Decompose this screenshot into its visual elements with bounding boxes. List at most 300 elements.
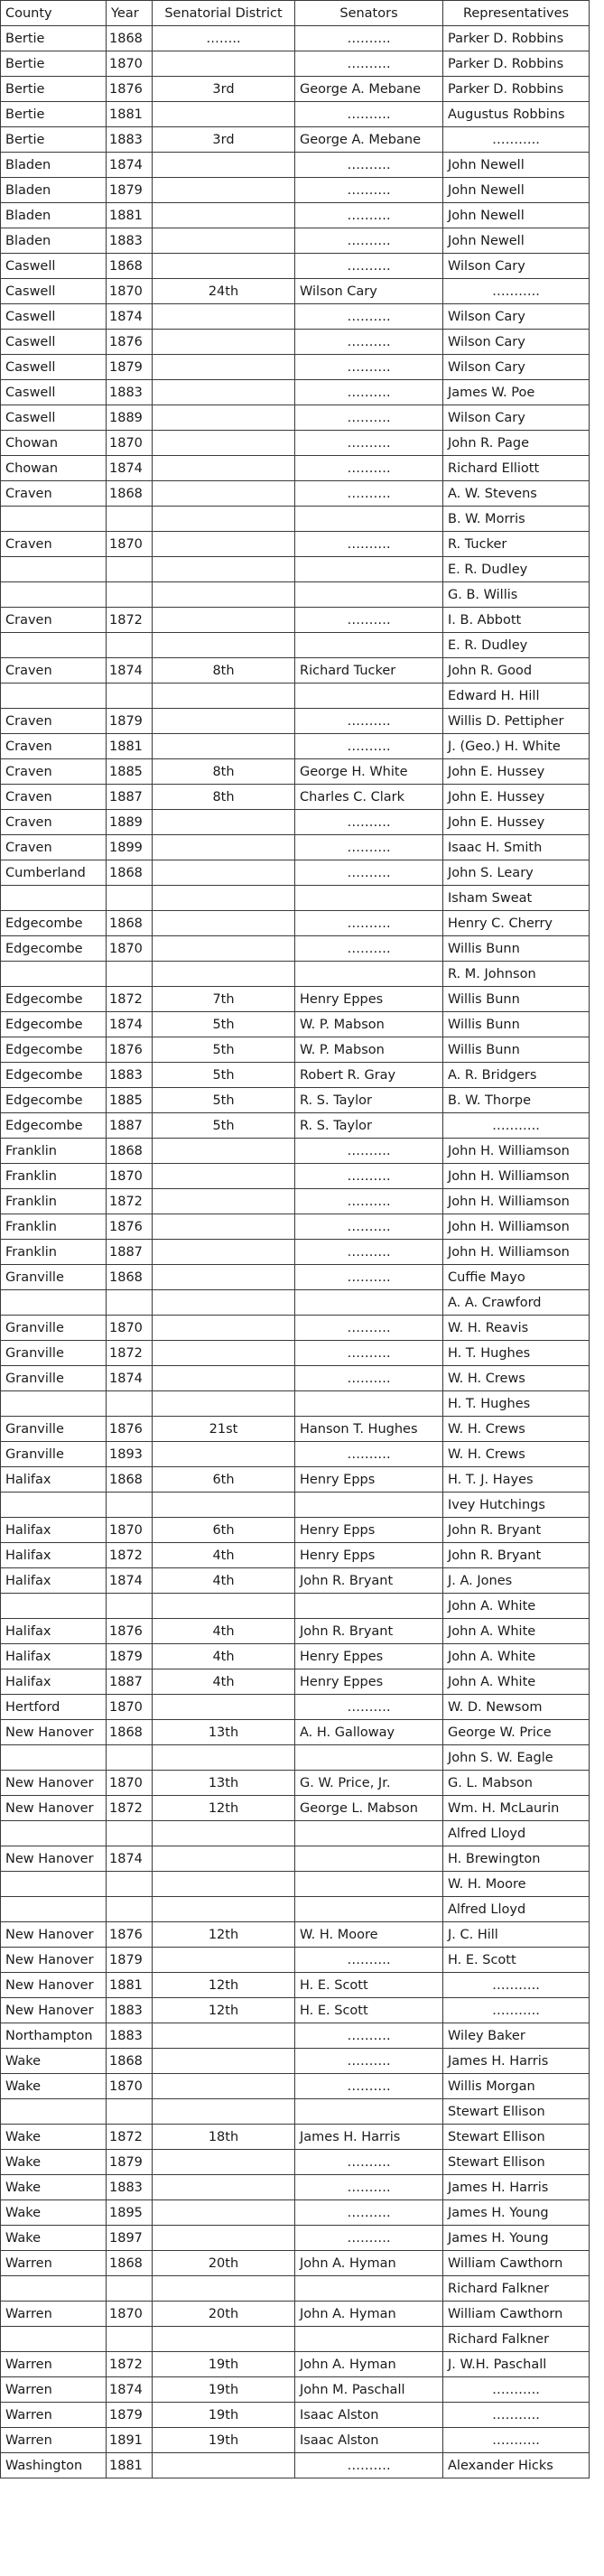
district-cell: 19th bbox=[153, 2403, 295, 2428]
representative-cell: E. R. Dudley bbox=[443, 557, 590, 582]
district-cell bbox=[153, 1164, 295, 1189]
representative-cell: James H. Harris bbox=[443, 2175, 590, 2200]
year-cell bbox=[107, 507, 153, 532]
year-cell: 1885 bbox=[107, 759, 153, 785]
representative-cell: H. E. Scott bbox=[443, 1948, 590, 1973]
senator-cell: ………. bbox=[295, 481, 443, 507]
representative-cell: ……….. bbox=[443, 1113, 590, 1139]
representative-cell: Wilson Cary bbox=[443, 355, 590, 380]
county-cell: Edgecombe bbox=[1, 987, 107, 1012]
representative-cell: Parker D. Robbins bbox=[443, 26, 590, 51]
county-cell: Warren bbox=[1, 2352, 107, 2377]
district-cell bbox=[153, 810, 295, 835]
year-cell: 1879 bbox=[107, 1948, 153, 1973]
table-row bbox=[1, 658, 590, 684]
table-row bbox=[1, 1366, 590, 1391]
district-cell: 19th bbox=[153, 2377, 295, 2403]
year-cell: 1885 bbox=[107, 1088, 153, 1113]
county-cell: Halifax bbox=[1, 1669, 107, 1695]
table-row bbox=[1, 1391, 590, 1417]
county-cell: Halifax bbox=[1, 1619, 107, 1644]
year-cell: 1874 bbox=[107, 1012, 153, 1037]
year-cell: 1874 bbox=[107, 2377, 153, 2403]
senator-cell: ………. bbox=[295, 228, 443, 254]
county-cell: Wake bbox=[1, 2150, 107, 2175]
table-row bbox=[1, 1265, 590, 1290]
district-cell bbox=[153, 1821, 295, 1846]
table-row bbox=[1, 254, 590, 279]
county-cell: Halifax bbox=[1, 1644, 107, 1669]
district-cell bbox=[153, 557, 295, 582]
county-cell: Caswell bbox=[1, 405, 107, 431]
senator-cell bbox=[295, 1745, 443, 1771]
senator-cell: Isaac Alston bbox=[295, 2428, 443, 2453]
year-cell: 1868 bbox=[107, 2049, 153, 2074]
district-cell bbox=[153, 582, 295, 608]
table-row bbox=[1, 2175, 590, 2200]
representative-cell: ……….. bbox=[443, 2377, 590, 2403]
senator-cell: John M. Paschall bbox=[295, 2377, 443, 2403]
year-cell: 1881 bbox=[107, 734, 153, 759]
representative-cell: John S. Leary bbox=[443, 860, 590, 886]
representative-cell: John H. Williamson bbox=[443, 1240, 590, 1265]
county-cell: Franklin bbox=[1, 1164, 107, 1189]
table-row bbox=[1, 633, 590, 658]
county-cell: Craven bbox=[1, 734, 107, 759]
representative-cell: ……….. bbox=[443, 2403, 590, 2428]
table-row bbox=[1, 2377, 590, 2403]
county-cell: Craven bbox=[1, 709, 107, 734]
table-row bbox=[1, 1063, 590, 1088]
senator-cell: ………. bbox=[295, 456, 443, 481]
representative-cell: R. M. Johnson bbox=[443, 962, 590, 987]
table-row bbox=[1, 1695, 590, 1720]
table-row bbox=[1, 2023, 590, 2049]
district-cell bbox=[153, 1341, 295, 1366]
senator-cell: Isaac Alston bbox=[295, 2403, 443, 2428]
district-cell bbox=[153, 2327, 295, 2352]
district-cell: 8th bbox=[153, 785, 295, 810]
senator-cell: ………. bbox=[295, 1695, 443, 1720]
year-cell: 1879 bbox=[107, 709, 153, 734]
district-cell bbox=[153, 507, 295, 532]
district-cell bbox=[153, 102, 295, 127]
senator-cell: ………. bbox=[295, 835, 443, 860]
district-cell: 19th bbox=[153, 2428, 295, 2453]
county-cell bbox=[1, 1745, 107, 1771]
county-cell: Edgecombe bbox=[1, 936, 107, 962]
county-cell: Warren bbox=[1, 2428, 107, 2453]
year-cell: 1887 bbox=[107, 1669, 153, 1695]
year-cell: 1883 bbox=[107, 2023, 153, 2049]
year-cell bbox=[107, 1745, 153, 1771]
representative-cell: Stewart Ellison bbox=[443, 2099, 590, 2125]
table-row bbox=[1, 1493, 590, 1518]
table-row bbox=[1, 304, 590, 330]
county-cell bbox=[1, 1290, 107, 1316]
county-cell: Granville bbox=[1, 1316, 107, 1341]
table-row bbox=[1, 127, 590, 153]
year-cell: 1881 bbox=[107, 102, 153, 127]
county-cell: Halifax bbox=[1, 1543, 107, 1568]
table-row bbox=[1, 1998, 590, 2023]
county-cell bbox=[1, 886, 107, 911]
senator-cell: ………. bbox=[295, 1240, 443, 1265]
year-cell: 1899 bbox=[107, 835, 153, 860]
representative-cell: A. W. Stevens bbox=[443, 481, 590, 507]
representative-cell: Richard Falkner bbox=[443, 2327, 590, 2352]
table-row bbox=[1, 1771, 590, 1796]
year-cell: 1876 bbox=[107, 77, 153, 102]
representative-cell: John A. White bbox=[443, 1669, 590, 1695]
year-cell bbox=[107, 1391, 153, 1417]
year-cell: 1868 bbox=[107, 2251, 153, 2276]
representative-cell: John S. W. Eagle bbox=[443, 1745, 590, 1771]
year-cell bbox=[107, 1872, 153, 1897]
representative-cell: E. R. Dudley bbox=[443, 633, 590, 658]
table-row bbox=[1, 1594, 590, 1619]
year-cell bbox=[107, 684, 153, 709]
county-cell: Washington bbox=[1, 2453, 107, 2478]
district-cell: 18th bbox=[153, 2125, 295, 2150]
senator-cell: ………. bbox=[295, 153, 443, 178]
county-cell bbox=[1, 2099, 107, 2125]
senator-cell: A. H. Galloway bbox=[295, 1720, 443, 1745]
senator-cell: R. S. Taylor bbox=[295, 1088, 443, 1113]
senator-cell: G. W. Price, Jr. bbox=[295, 1771, 443, 1796]
district-cell bbox=[153, 835, 295, 860]
district-cell bbox=[153, 684, 295, 709]
year-cell: 1868 bbox=[107, 1265, 153, 1290]
county-cell: Halifax bbox=[1, 1568, 107, 1594]
county-cell: Warren bbox=[1, 2302, 107, 2327]
district-cell bbox=[153, 911, 295, 936]
table-row bbox=[1, 886, 590, 911]
senator-cell bbox=[295, 1594, 443, 1619]
year-cell: 1874 bbox=[107, 1846, 153, 1872]
senator-cell: Henry Epps bbox=[295, 1518, 443, 1543]
district-cell bbox=[153, 886, 295, 911]
table-row bbox=[1, 608, 590, 633]
senator-cell bbox=[295, 557, 443, 582]
county-cell: Wake bbox=[1, 2074, 107, 2099]
year-cell: 1868 bbox=[107, 254, 153, 279]
table-row bbox=[1, 355, 590, 380]
year-cell: 1876 bbox=[107, 1619, 153, 1644]
county-cell: Wake bbox=[1, 2049, 107, 2074]
district-cell bbox=[153, 1316, 295, 1341]
representative-cell: Ivey Hutchings bbox=[443, 1493, 590, 1518]
district-cell bbox=[153, 304, 295, 330]
representative-cell: John Newell bbox=[443, 228, 590, 254]
county-cell bbox=[1, 1594, 107, 1619]
senator-cell bbox=[295, 1872, 443, 1897]
county-cell: Franklin bbox=[1, 1240, 107, 1265]
county-header: County bbox=[1, 1, 107, 26]
senator-cell: ………. bbox=[295, 1164, 443, 1189]
year-cell: 1872 bbox=[107, 2352, 153, 2377]
representative-cell: ……….. bbox=[443, 1973, 590, 1998]
table-row bbox=[1, 1214, 590, 1240]
district-cell bbox=[153, 2226, 295, 2251]
county-cell: Craven bbox=[1, 759, 107, 785]
year-cell: 1870 bbox=[107, 532, 153, 557]
senator-cell: ………. bbox=[295, 2226, 443, 2251]
county-cell: Craven bbox=[1, 532, 107, 557]
district-cell bbox=[153, 355, 295, 380]
representative-cell: Wilson Cary bbox=[443, 405, 590, 431]
table-row bbox=[1, 962, 590, 987]
county-cell bbox=[1, 2276, 107, 2302]
table-row bbox=[1, 2352, 590, 2377]
district-cell: 6th bbox=[153, 1518, 295, 1543]
district-cell bbox=[153, 1594, 295, 1619]
year-cell bbox=[107, 886, 153, 911]
district-cell: 4th bbox=[153, 1568, 295, 1594]
senator-cell: ………. bbox=[295, 102, 443, 127]
county-cell: Wake bbox=[1, 2175, 107, 2200]
year-cell bbox=[107, 582, 153, 608]
representative-cell: John H. Williamson bbox=[443, 1214, 590, 1240]
county-cell bbox=[1, 557, 107, 582]
county-cell: Caswell bbox=[1, 279, 107, 304]
table-row bbox=[1, 2403, 590, 2428]
senator-cell: H. E. Scott bbox=[295, 1998, 443, 2023]
table-row bbox=[1, 1720, 590, 1745]
district-cell: 5th bbox=[153, 1012, 295, 1037]
table-row bbox=[1, 2251, 590, 2276]
county-cell: Bladen bbox=[1, 203, 107, 228]
year-cell bbox=[107, 2276, 153, 2302]
table-row bbox=[1, 2200, 590, 2226]
representative-cell: Alfred Lloyd bbox=[443, 1897, 590, 1922]
senator-cell: George L. Mabson bbox=[295, 1796, 443, 1821]
representative-cell: George W. Price bbox=[443, 1720, 590, 1745]
county-cell bbox=[1, 684, 107, 709]
district-cell bbox=[153, 380, 295, 405]
senator-cell: ………. bbox=[295, 254, 443, 279]
senator-cell bbox=[295, 507, 443, 532]
district-cell: 19th bbox=[153, 2352, 295, 2377]
year-cell: 1872 bbox=[107, 1341, 153, 1366]
district-cell bbox=[153, 734, 295, 759]
senator-cell: ………. bbox=[295, 2453, 443, 2478]
county-cell: Edgecombe bbox=[1, 1037, 107, 1063]
county-cell: New Hanover bbox=[1, 1998, 107, 2023]
district-cell bbox=[153, 532, 295, 557]
table-row bbox=[1, 1619, 590, 1644]
county-cell: Craven bbox=[1, 785, 107, 810]
senator-cell: ………. bbox=[295, 26, 443, 51]
representative-cell: G. B. Willis bbox=[443, 582, 590, 608]
year-cell: 1876 bbox=[107, 1922, 153, 1948]
table-row bbox=[1, 2276, 590, 2302]
senator-cell: ………. bbox=[295, 860, 443, 886]
year-cell: 1897 bbox=[107, 2226, 153, 2251]
year-cell bbox=[107, 2099, 153, 2125]
table-row bbox=[1, 1012, 590, 1037]
district-cell: 4th bbox=[153, 1543, 295, 1568]
senator-cell bbox=[295, 962, 443, 987]
district-cell bbox=[153, 481, 295, 507]
representative-cell: Stewart Ellison bbox=[443, 2125, 590, 2150]
year-cell: 1870 bbox=[107, 936, 153, 962]
table-row bbox=[1, 1088, 590, 1113]
senator-cell: ………. bbox=[295, 2150, 443, 2175]
year-cell: 1879 bbox=[107, 2403, 153, 2428]
year-cell: 1881 bbox=[107, 1973, 153, 1998]
senator-cell: ………. bbox=[295, 2049, 443, 2074]
senator-cell: W. H. Moore bbox=[295, 1922, 443, 1948]
senator-cell: ………. bbox=[295, 330, 443, 355]
table-row bbox=[1, 785, 590, 810]
district-cell bbox=[153, 633, 295, 658]
year-cell: 1872 bbox=[107, 1189, 153, 1214]
year-cell: 1887 bbox=[107, 1240, 153, 1265]
county-cell bbox=[1, 1391, 107, 1417]
district-cell bbox=[153, 2074, 295, 2099]
district-cell bbox=[153, 1872, 295, 1897]
table-row bbox=[1, 2125, 590, 2150]
representative-cell: John E. Hussey bbox=[443, 785, 590, 810]
district-cell bbox=[153, 456, 295, 481]
senator-cell: ………. bbox=[295, 734, 443, 759]
district-cell: 6th bbox=[153, 1467, 295, 1493]
county-cell: Granville bbox=[1, 1417, 107, 1442]
year-cell: 1870 bbox=[107, 1164, 153, 1189]
district-cell bbox=[153, 1240, 295, 1265]
district-cell: …….. bbox=[153, 26, 295, 51]
senator-cell: John A. Hyman bbox=[295, 2302, 443, 2327]
district-cell: 5th bbox=[153, 1088, 295, 1113]
table-row bbox=[1, 936, 590, 962]
representative-cell: John A. White bbox=[443, 1644, 590, 1669]
table-row bbox=[1, 1417, 590, 1442]
county-cell: Bertie bbox=[1, 127, 107, 153]
representative-cell: Willis Bunn bbox=[443, 1037, 590, 1063]
county-cell: Bertie bbox=[1, 102, 107, 127]
district-cell: 4th bbox=[153, 1669, 295, 1695]
representative-cell: Cuffie Mayo bbox=[443, 1265, 590, 1290]
year-cell: 1870 bbox=[107, 51, 153, 77]
district-cell: 8th bbox=[153, 759, 295, 785]
representative-cell: Richard Falkner bbox=[443, 2276, 590, 2302]
county-cell: Craven bbox=[1, 658, 107, 684]
representative-cell: Willis D. Pettipher bbox=[443, 709, 590, 734]
district-cell bbox=[153, 1366, 295, 1391]
senator-cell: Henry Eppes bbox=[295, 1669, 443, 1695]
table-row bbox=[1, 1240, 590, 1265]
senator-cell: ………. bbox=[295, 2200, 443, 2226]
county-cell: Bladen bbox=[1, 153, 107, 178]
senator-cell: ………. bbox=[295, 203, 443, 228]
district-cell: 20th bbox=[153, 2302, 295, 2327]
table-row bbox=[1, 1948, 590, 1973]
senator-cell: John R. Bryant bbox=[295, 1568, 443, 1594]
table-row bbox=[1, 1669, 590, 1695]
table-row bbox=[1, 2453, 590, 2478]
county-cell: Granville bbox=[1, 1341, 107, 1366]
representative-cell: Richard Elliott bbox=[443, 456, 590, 481]
county-cell: Halifax bbox=[1, 1467, 107, 1493]
year-cell: 1874 bbox=[107, 304, 153, 330]
county-cell: New Hanover bbox=[1, 1720, 107, 1745]
representative-cell: Stewart Ellison bbox=[443, 2150, 590, 2175]
representative-cell: John A. White bbox=[443, 1594, 590, 1619]
district-cell bbox=[153, 1189, 295, 1214]
representative-cell: John R. Bryant bbox=[443, 1518, 590, 1543]
year-cell bbox=[107, 1290, 153, 1316]
district-cell: 5th bbox=[153, 1113, 295, 1139]
senator-cell: ………. bbox=[295, 1316, 443, 1341]
year-cell: 1868 bbox=[107, 1139, 153, 1164]
year-cell bbox=[107, 962, 153, 987]
senator-cell: George A. Mebane bbox=[295, 77, 443, 102]
district-cell: 13th bbox=[153, 1720, 295, 1745]
table-row bbox=[1, 380, 590, 405]
county-cell: Caswell bbox=[1, 355, 107, 380]
representative-cell: R. Tucker bbox=[443, 532, 590, 557]
county-cell: Edgecombe bbox=[1, 1063, 107, 1088]
district-cell bbox=[153, 2099, 295, 2125]
county-cell: Caswell bbox=[1, 304, 107, 330]
district-cell bbox=[153, 1695, 295, 1720]
table-row bbox=[1, 1796, 590, 1821]
table-row bbox=[1, 1467, 590, 1493]
table-row bbox=[1, 456, 590, 481]
year-cell bbox=[107, 1594, 153, 1619]
senator-cell bbox=[295, 2327, 443, 2352]
table-row bbox=[1, 1644, 590, 1669]
county-cell: Edgecombe bbox=[1, 1012, 107, 1037]
district-cell bbox=[153, 860, 295, 886]
representative-cell: James H. Harris bbox=[443, 2049, 590, 2074]
senator-cell: John A. Hyman bbox=[295, 2251, 443, 2276]
county-cell: Granville bbox=[1, 1366, 107, 1391]
representative-cell: W. H. Crews bbox=[443, 1442, 590, 1467]
representative-cell: B. W. Thorpe bbox=[443, 1088, 590, 1113]
district-cell bbox=[153, 2023, 295, 2049]
senator-cell bbox=[295, 2276, 443, 2302]
representative-cell: J. (Geo.) H. White bbox=[443, 734, 590, 759]
year-cell: 1879 bbox=[107, 1644, 153, 1669]
senator-cell bbox=[295, 1290, 443, 1316]
table-row bbox=[1, 153, 590, 178]
county-cell: Hertford bbox=[1, 1695, 107, 1720]
senator-cell: Henry Eppes bbox=[295, 1644, 443, 1669]
district-cell bbox=[153, 936, 295, 962]
senator-cell: ………. bbox=[295, 1948, 443, 1973]
year-cell: 1870 bbox=[107, 2302, 153, 2327]
senator-cell bbox=[295, 1846, 443, 1872]
senator-cell: ………. bbox=[295, 51, 443, 77]
table-row bbox=[1, 405, 590, 431]
year-cell: 1876 bbox=[107, 1214, 153, 1240]
senator-cell: George H. White bbox=[295, 759, 443, 785]
year-cell bbox=[107, 1897, 153, 1922]
representative-cell: John R. Page bbox=[443, 431, 590, 456]
district-cell bbox=[153, 2200, 295, 2226]
year-cell: 1879 bbox=[107, 178, 153, 203]
year-cell: 1870 bbox=[107, 279, 153, 304]
year-cell: 1881 bbox=[107, 203, 153, 228]
district-cell: 12th bbox=[153, 1973, 295, 1998]
district-cell bbox=[153, 1493, 295, 1518]
district-cell bbox=[153, 228, 295, 254]
senator-cell: ………. bbox=[295, 405, 443, 431]
year-cell: 1868 bbox=[107, 26, 153, 51]
year-cell: 1879 bbox=[107, 355, 153, 380]
